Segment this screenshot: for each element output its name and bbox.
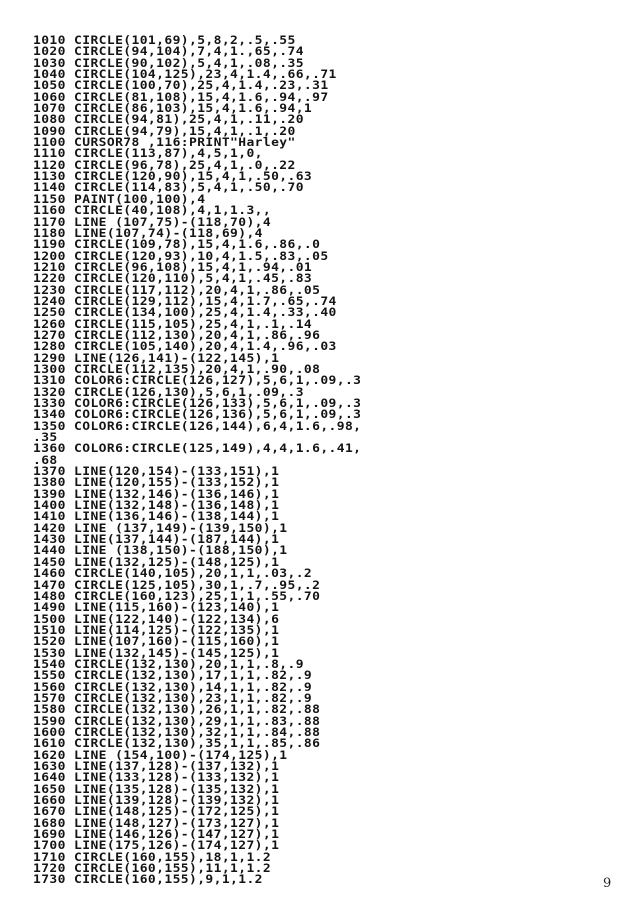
code-line-1320: 1320 CIRCLE(126,130),5,6,1,.09,.3 bbox=[33, 384, 304, 399]
code-line-1100: 1100 CURSOR78 ,116:PRINT"Harley" bbox=[33, 135, 296, 150]
code-line-1660: 1660 LINE(139,128)-(139,132),1 bbox=[33, 793, 280, 808]
code-line-1550: 1550 CIRCLE(132,130),17,1,1,.82,.9 bbox=[33, 668, 313, 683]
code-line-1370: 1370 LINE(120,154)-(133,151),1 bbox=[33, 464, 280, 479]
code-line-1420: 1420 LINE (137,149)-(139,150),1 bbox=[33, 520, 288, 535]
code-line-1670: 1670 LINE(148,125)-(172,125),1 bbox=[33, 804, 280, 819]
code-line-1350: 1350 COLOR6:CIRCLE(126,144),6,4,1.6,.98, bbox=[33, 418, 362, 433]
code-line-1680: 1680 LINE(148,127)-(173,127),1 bbox=[33, 815, 280, 830]
code-line-1120: 1120 CIRCLE(96,78),25,4,1,.0,.22 bbox=[33, 157, 296, 172]
code-line-1200: 1200 CIRCLE(120,93),10,4,1.5,.83,.05 bbox=[33, 248, 329, 263]
code-line-1580: 1580 CIRCLE(132,130),26,1,1,.82,.88 bbox=[33, 702, 321, 717]
page-number: 9 bbox=[603, 876, 612, 891]
code-line-1360: 1360 COLOR6:CIRCLE(125,149),4,4,1.6,.41, bbox=[33, 441, 362, 456]
code-line-1690: 1690 LINE(146,126)-(147,127),1 bbox=[33, 827, 280, 842]
code-line-1350-continued: .35 bbox=[33, 430, 58, 445]
code-line-1280: 1280 CIRCLE(105,140),20,4,1.4,.96,.03 bbox=[33, 339, 337, 354]
code-line-1270: 1270 CIRCLE(112,130),20,4,1,.86,.96 bbox=[33, 327, 321, 342]
code-line-1640: 1640 LINE(133,128)-(133,132),1 bbox=[33, 770, 280, 785]
code-line-1400: 1400 LINE(132,148)-(136,148),1 bbox=[33, 498, 280, 513]
code-line-1250: 1250 CIRCLE(134,100),25,4,1.4,.33,.40 bbox=[33, 305, 337, 320]
code-line-1040: 1040 CIRCLE(104,125),23,4,1.4,.66,.71 bbox=[33, 67, 337, 82]
code-line-1230: 1230 CIRCLE(117,112),20,4,1,.86,.05 bbox=[33, 282, 321, 297]
code-line-1060: 1060 CIRCLE(81,108),15,4,1.6,.94,.97 bbox=[33, 89, 329, 104]
code-line-1630: 1630 LINE(137,128)-(137,132),1 bbox=[33, 759, 280, 773]
code-line-1720: 1720 CIRCLE(160,155),11,1,1.2 bbox=[33, 861, 272, 876]
code-line-1390: 1390 LINE(132,146)-(136,146),1 bbox=[33, 486, 280, 501]
code-line-1330: 1330 COLOR6:CIRCLE(126,133),5,6,1,.09,.3 bbox=[33, 396, 362, 410]
code-line-1730: 1730 CIRCLE(160,155),9,1,1.2 bbox=[33, 872, 263, 887]
code-line-1180: 1180 LINE(107,74)-(118,69),4 bbox=[33, 225, 263, 240]
code-line-1020: 1020 CIRCLE(94,104),7,4,1.,65,.74 bbox=[33, 44, 304, 59]
code-line-1440: 1440 LINE (138,150)-(188,150),1 bbox=[33, 543, 288, 558]
code-line-1540: 1540 CIRCLE(132,130),20,1,1,.8,.9 bbox=[33, 656, 304, 671]
code-line-1210: 1210 CIRCLE(96,108),15,4,1,.94,.01 bbox=[33, 259, 313, 274]
code-line-1710: 1710 CIRCLE(160,155),18,1,1.2 bbox=[33, 849, 272, 864]
code-line-1010: 1010 CIRCLE(101,69),5,8,2,.5,.55 bbox=[33, 33, 296, 47]
code-line-1510: 1510 LINE(114,125)-(122,135),1 bbox=[33, 622, 280, 637]
code-line-1110: 1110 CIRCLE(113,87),4,5,1,0, bbox=[33, 146, 263, 161]
code-line-1030: 1030 CIRCLE(90,102),5,4,1,.08,.35 bbox=[33, 55, 304, 70]
code-line-1150: 1150 PAINT(100,100),4 bbox=[33, 191, 206, 206]
code-line-1650: 1650 LINE(135,128)-(135,132),1 bbox=[33, 781, 280, 796]
code-line-1080: 1080 CIRCLE(94,81),25,4,1,.11,.20 bbox=[33, 112, 304, 127]
code-line-1220: 1220 CIRCLE(120,110),5,4,1,.45,.83 bbox=[33, 271, 313, 286]
code-line-1490: 1490 LINE(115,160)-(123,140),1 bbox=[33, 600, 280, 615]
code-line-1310: 1310 COLOR6:CIRCLE(126,127),5,6,1,.09,.3 bbox=[33, 373, 362, 388]
code-line-1130: 1130 CIRCLE(120,90),15,4,1,.50,.63 bbox=[33, 169, 313, 184]
code-line-1460: 1460 CIRCLE(140,105),20,1,1,.03,.2 bbox=[33, 566, 313, 581]
code-line-1450: 1450 LINE(132,125)-(148,125),1 bbox=[33, 554, 280, 569]
code-line-1620: 1620 LINE (154,100)-(174,125),1 bbox=[33, 747, 288, 762]
code-line-1700: 1700 LINE(175,126)-(174,127),1 bbox=[33, 838, 280, 853]
code-line-1240: 1240 CIRCLE(129,112),15,4,1.7,.65,.74 bbox=[33, 293, 337, 308]
code-line-1560: 1560 CIRCLE(132,130),14,1,1,.82,.9 bbox=[33, 679, 313, 694]
code-line-1170: 1170 LINE (107,75)-(118,70),4 bbox=[33, 214, 272, 229]
code-line-1530: 1530 LINE(132,145)-(145,125),1 bbox=[33, 645, 280, 660]
code-line-1480: 1480 CIRCLE(160,123),25,1,1,.55,.70 bbox=[33, 588, 321, 603]
basic-program-listing bbox=[33, 35, 633, 886]
code-line-1470: 1470 CIRCLE(125,105),30,1,.7,.95,.2 bbox=[33, 577, 321, 592]
code-line-1600: 1600 CIRCLE(132,130),32,1,1,.84,.88 bbox=[33, 724, 321, 739]
code-line-1570: 1570 CIRCLE(132,130),23,1,1,.82,.9 bbox=[33, 690, 313, 705]
code-line-1260: 1260 CIRCLE(115,105),25,4,1,.1,.14 bbox=[33, 316, 313, 331]
code-line-1190: 1190 CIRCLE(109,78),15,4,1.6,.86,.0 bbox=[33, 237, 321, 252]
code-line-1290: 1290 LINE(126,141)-(122,145),1 bbox=[33, 350, 280, 365]
code-line-1500: 1500 LINE(122,140)-(122,134),6 bbox=[33, 611, 280, 626]
code-line-1380: 1380 LINE(120,155)-(133,152),1 bbox=[33, 475, 280, 490]
code-line-1590: 1590 CIRCLE(132,130),29,1,1,.83,.88 bbox=[33, 713, 321, 728]
code-line-1140: 1140 CIRCLE(114,83),5,4,1,.50,.70 bbox=[33, 180, 304, 195]
code-line-1300: 1300 CIRCLE(112,135),20,4,1,.90,.08 bbox=[33, 361, 321, 376]
code-line-1520: 1520 LINE(107,160)-(115,160),1 bbox=[33, 634, 280, 649]
code-line-1430: 1430 LINE(137,144)-(187,144),1 bbox=[33, 532, 280, 547]
code-line-1360-continued: .68 bbox=[33, 452, 58, 467]
code-line-1340: 1340 COLOR6:CIRCLE(126,136),5,6,1,.09,.3 bbox=[33, 407, 362, 422]
code-line-1410: 1410 LINE(136,146)-(138,144),1 bbox=[33, 509, 280, 524]
code-line-1050: 1050 CIRCLE(100,70),25,4,1.4,.23,.31 bbox=[33, 78, 329, 93]
code-line-1160: 1160 CIRCLE(40,108),4,1,1.3,, bbox=[33, 203, 272, 218]
code-line-1070: 1070 CIRCLE(86,103),15,4,1.6,.94,1 bbox=[33, 101, 313, 116]
code-line-1610: 1610 CIRCLE(132,130),35,1,1,.85,.86 bbox=[33, 736, 321, 751]
code-line-1090: 1090 CIRCLE(94,79),15,4,1,.1,.20 bbox=[33, 123, 296, 138]
